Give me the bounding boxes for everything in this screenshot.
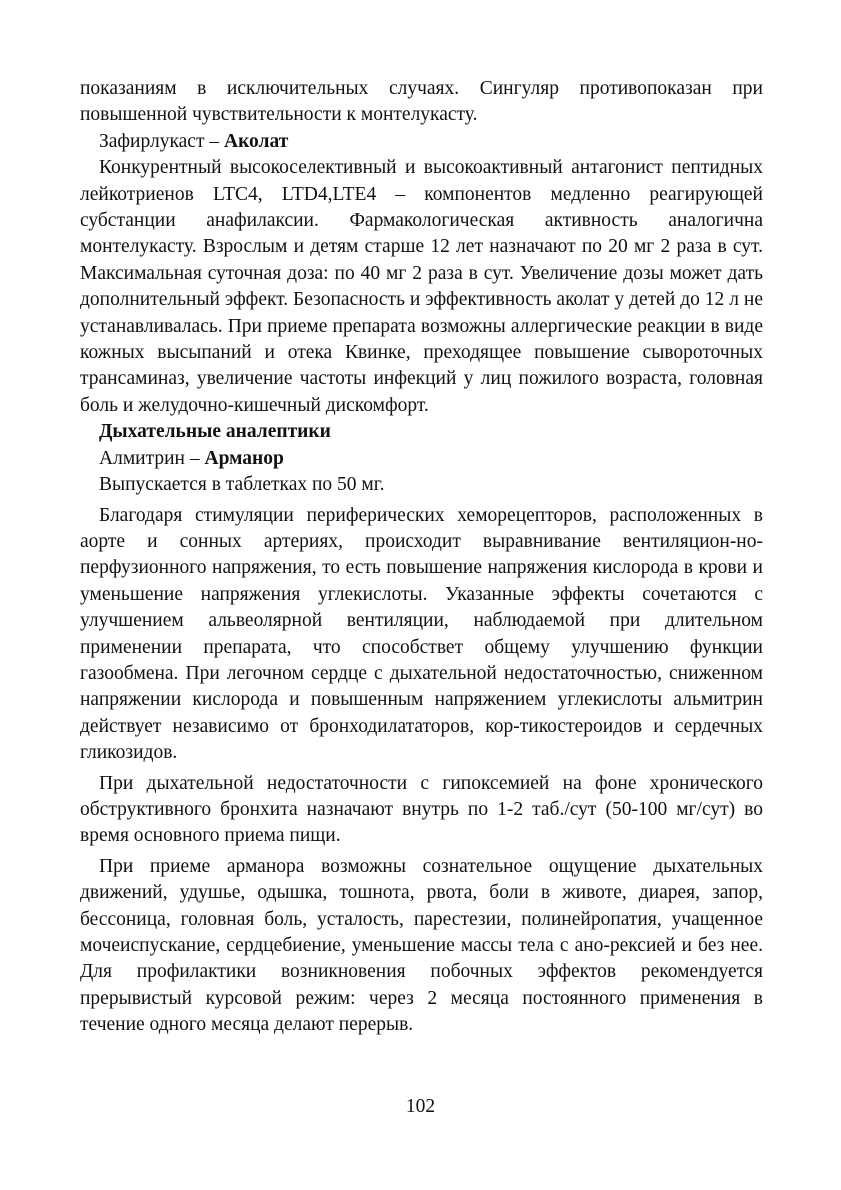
paragraph-continuation: показаниям в исключительных случаях. Сингуляр противопоказан при повышенной чувствительности к монтелукасту. xyxy=(80,78,763,126)
section-title: Дыхательные аналептики xyxy=(99,421,331,443)
paragraph-zafirlukast: Конкурентный высокоселективный и высокоактивный антагонист пептидных лейкотриенов LTC4, LTD4,LTE4 – компонентов медленно реагирующей субстанции анафилаксии. Фармакологическая активность аналогична монтелукасту. Взрослым и детям старше 12 лет назначают по 20 мг 2 раза в сут. Максимальная суточная доза: по 40 мг 2 раза в сут. Увеличение дозы может дать дополнительный эффект. Безопасность и эффективность аколат у детей до 12 л не устанавливалась. При приеме препарата возможны аллергические реакции в виде кожных высыпаний и отека Квинке, преходящее повышение сывороточных трансаминаз, увеличение частоты инфекций у лиц пожилого возраста, головная боль и желудочно-кишечный дискомфорт. xyxy=(80,157,763,416)
page-number: 102 xyxy=(405,1096,436,1117)
paragraph-side-effects: При приеме арманора возможны сознательное ощущение дыхательных движений, удушье, одышка, тошнота, рвота, боли в животе, диарея, запор, бессоница, головная боль, усталость, парестезии, полинейропатия, учащенное мочеиспускание, сердцебиение, уменьшение массы тела с ано-рексией и без нее. Для профилактики возникновения побочных эффектов рекомендуется прерывистый курсовой режим: через 2 месяца постоянного применения в течение одного месяца делают перерыв. xyxy=(80,855,763,1036)
paragraph-indications: При дыхательной недостаточности с гипоксемией на фоне хронического обструктивного бронхита назначают внутрь по 1-2 таб./сут (50-100 мг/сут) во время основного приема пищи. xyxy=(80,772,763,847)
page-body xyxy=(80,76,763,1039)
brand-name: Арманор xyxy=(204,447,284,469)
brand-name: Аколат xyxy=(223,130,289,152)
drug-heading-zafirlukast xyxy=(80,129,763,155)
paragraph-mechanism: Благодаря стимуляции периферических хеморецепторов, расположенных в аорте и сонных артериях, происходит выравнивание вентиляцион-но-перфузионного напряжения, то есть повышение напряжения кислорода в крови и уменьшение напряжения углекислоты. Указанные эффекты сочетаются с улучшением альвеолярной вентиляции, наблюдаемой при длительном применении препарата, что способствет общему улучшению функции газообмена. При легочном сердце с дыхательной недостаточностью, сниженном напряжении кислорода и повышенным напряжением углекислоты альмитрин действует независимо от бронходилататоров, кор-тикостероидов и сердечных гликозидов. xyxy=(80,504,763,764)
generic-name: Алмитрин – xyxy=(99,447,205,469)
paragraph-form: Выпускается в таблетках по 50 мг. xyxy=(99,474,385,496)
generic-name: Зафирлукаст – xyxy=(99,130,224,152)
drug-heading-almitrine xyxy=(80,446,763,472)
